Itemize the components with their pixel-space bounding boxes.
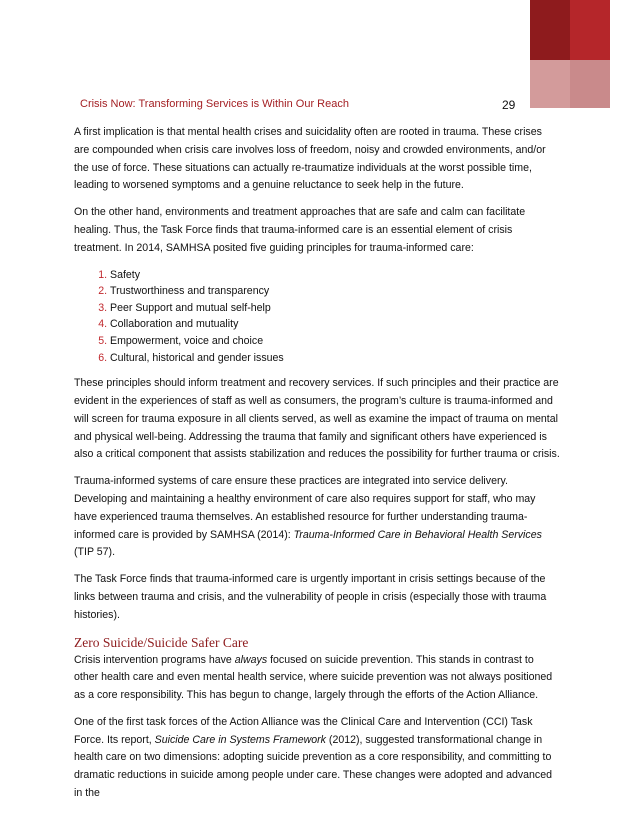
header-decoration-pink-2 bbox=[570, 60, 610, 108]
text-span: Trauma-informed systems of care ensure these practices are integrated into service delivery. Developing and maintaining a healthy environment of care also requires support for staff, who may have experienced trauma themselves. An established resource for further understanding trauma-informed care is provided by SAMHSA (2014): bbox=[74, 475, 536, 541]
list-item: 5. Empowerment, voice and choice bbox=[110, 333, 560, 350]
paragraph-crisis-intervention bbox=[74, 652, 560, 705]
page-body bbox=[74, 124, 560, 812]
list-item: 1. Safety bbox=[110, 267, 560, 284]
principles-list bbox=[74, 267, 560, 367]
paragraph-trauma-informed-systems bbox=[74, 473, 560, 562]
paragraph-trauma-implication: A first implication is that mental health crises and suicidality often are rooted in trauma. These crises are compounded when crisis care involves loss of freedom, noisy and crowded environments, and/or the use of force. These situations can actually re-traumatize individuals at the worst possible time, leading to worsened symptoms and a genuine reluctance to seek help in the future. bbox=[74, 126, 546, 192]
list-item: 6. Cultural, historical and gender issues bbox=[110, 350, 560, 367]
emphasis: always bbox=[234, 653, 268, 666]
header-decoration-red bbox=[570, 0, 610, 60]
publication-title: Trauma-Informed Care in Behavioral Health Services bbox=[293, 528, 542, 541]
header-decoration-dark bbox=[530, 0, 570, 60]
list-item: 4. Collaboration and mutuality bbox=[110, 316, 560, 333]
paragraph-task-force-findings: The Task Force finds that trauma-informed care is urgently important in crisis settings because of the links between trauma and crisis, and the vulnerability of people in crisis (especially those with trauma histories). bbox=[74, 573, 547, 621]
paragraph-principles-inform: These principles should inform treatment and recovery services. If such principles and their practice are evident in the experiences of staff as well as consumers, the program’s culture is trauma-informed and will screen for trauma exposure in all clients served, as well as examine the impact of trauma on mental and physical well-being. Addressing the trauma that family and significant others have experienced is also a critical component that assists stabilization and reduces the possibility for further trauma or crisis. bbox=[74, 377, 560, 461]
text-span: focused on suicide prevention. This stands in contrast to other health care and even mental health service, where suicide prevention was not always positioned as a core responsibility. This has begun to change, largely through the efforts of the Action Alliance. bbox=[74, 653, 553, 702]
text-span: (TIP 57). bbox=[74, 546, 116, 559]
paragraph-cci-task-force bbox=[74, 714, 560, 803]
list-item: 2. Trustworthiness and transparency bbox=[110, 283, 560, 300]
text-span: One of the first task forces of the Action Alliance was the Clinical Care and Intervention (CCI) Task Force. Its report, bbox=[74, 715, 533, 746]
section-heading: Zero Suicide/Suicide Safer Care bbox=[74, 634, 249, 650]
text-span: Crisis intervention programs have bbox=[74, 653, 235, 666]
publication-title: Suicide Care in Systems Framework bbox=[154, 733, 326, 746]
running-title: Crisis Now: Transforming Services is Within Our Reach bbox=[80, 98, 349, 110]
text-span: (2012), suggested transformational change in health care on two dimensions: adopting suicide prevention as a core responsibility, and committing to dramatic reductions in suicide among people under care. These changes were adopted and advanced in the bbox=[74, 733, 553, 800]
paragraph-safe-environments: On the other hand, environments and treatment approaches that are safe and calm can facilitate healing. Thus, the Task Force finds that trauma-informed care is an essential element of crisis treatment. In 2014, SAMHSA posited five guiding principles for trauma-informed care: bbox=[74, 206, 526, 254]
page-number: 29 bbox=[502, 98, 516, 112]
list-item: 3. Peer Support and mutual self-help bbox=[110, 300, 560, 317]
